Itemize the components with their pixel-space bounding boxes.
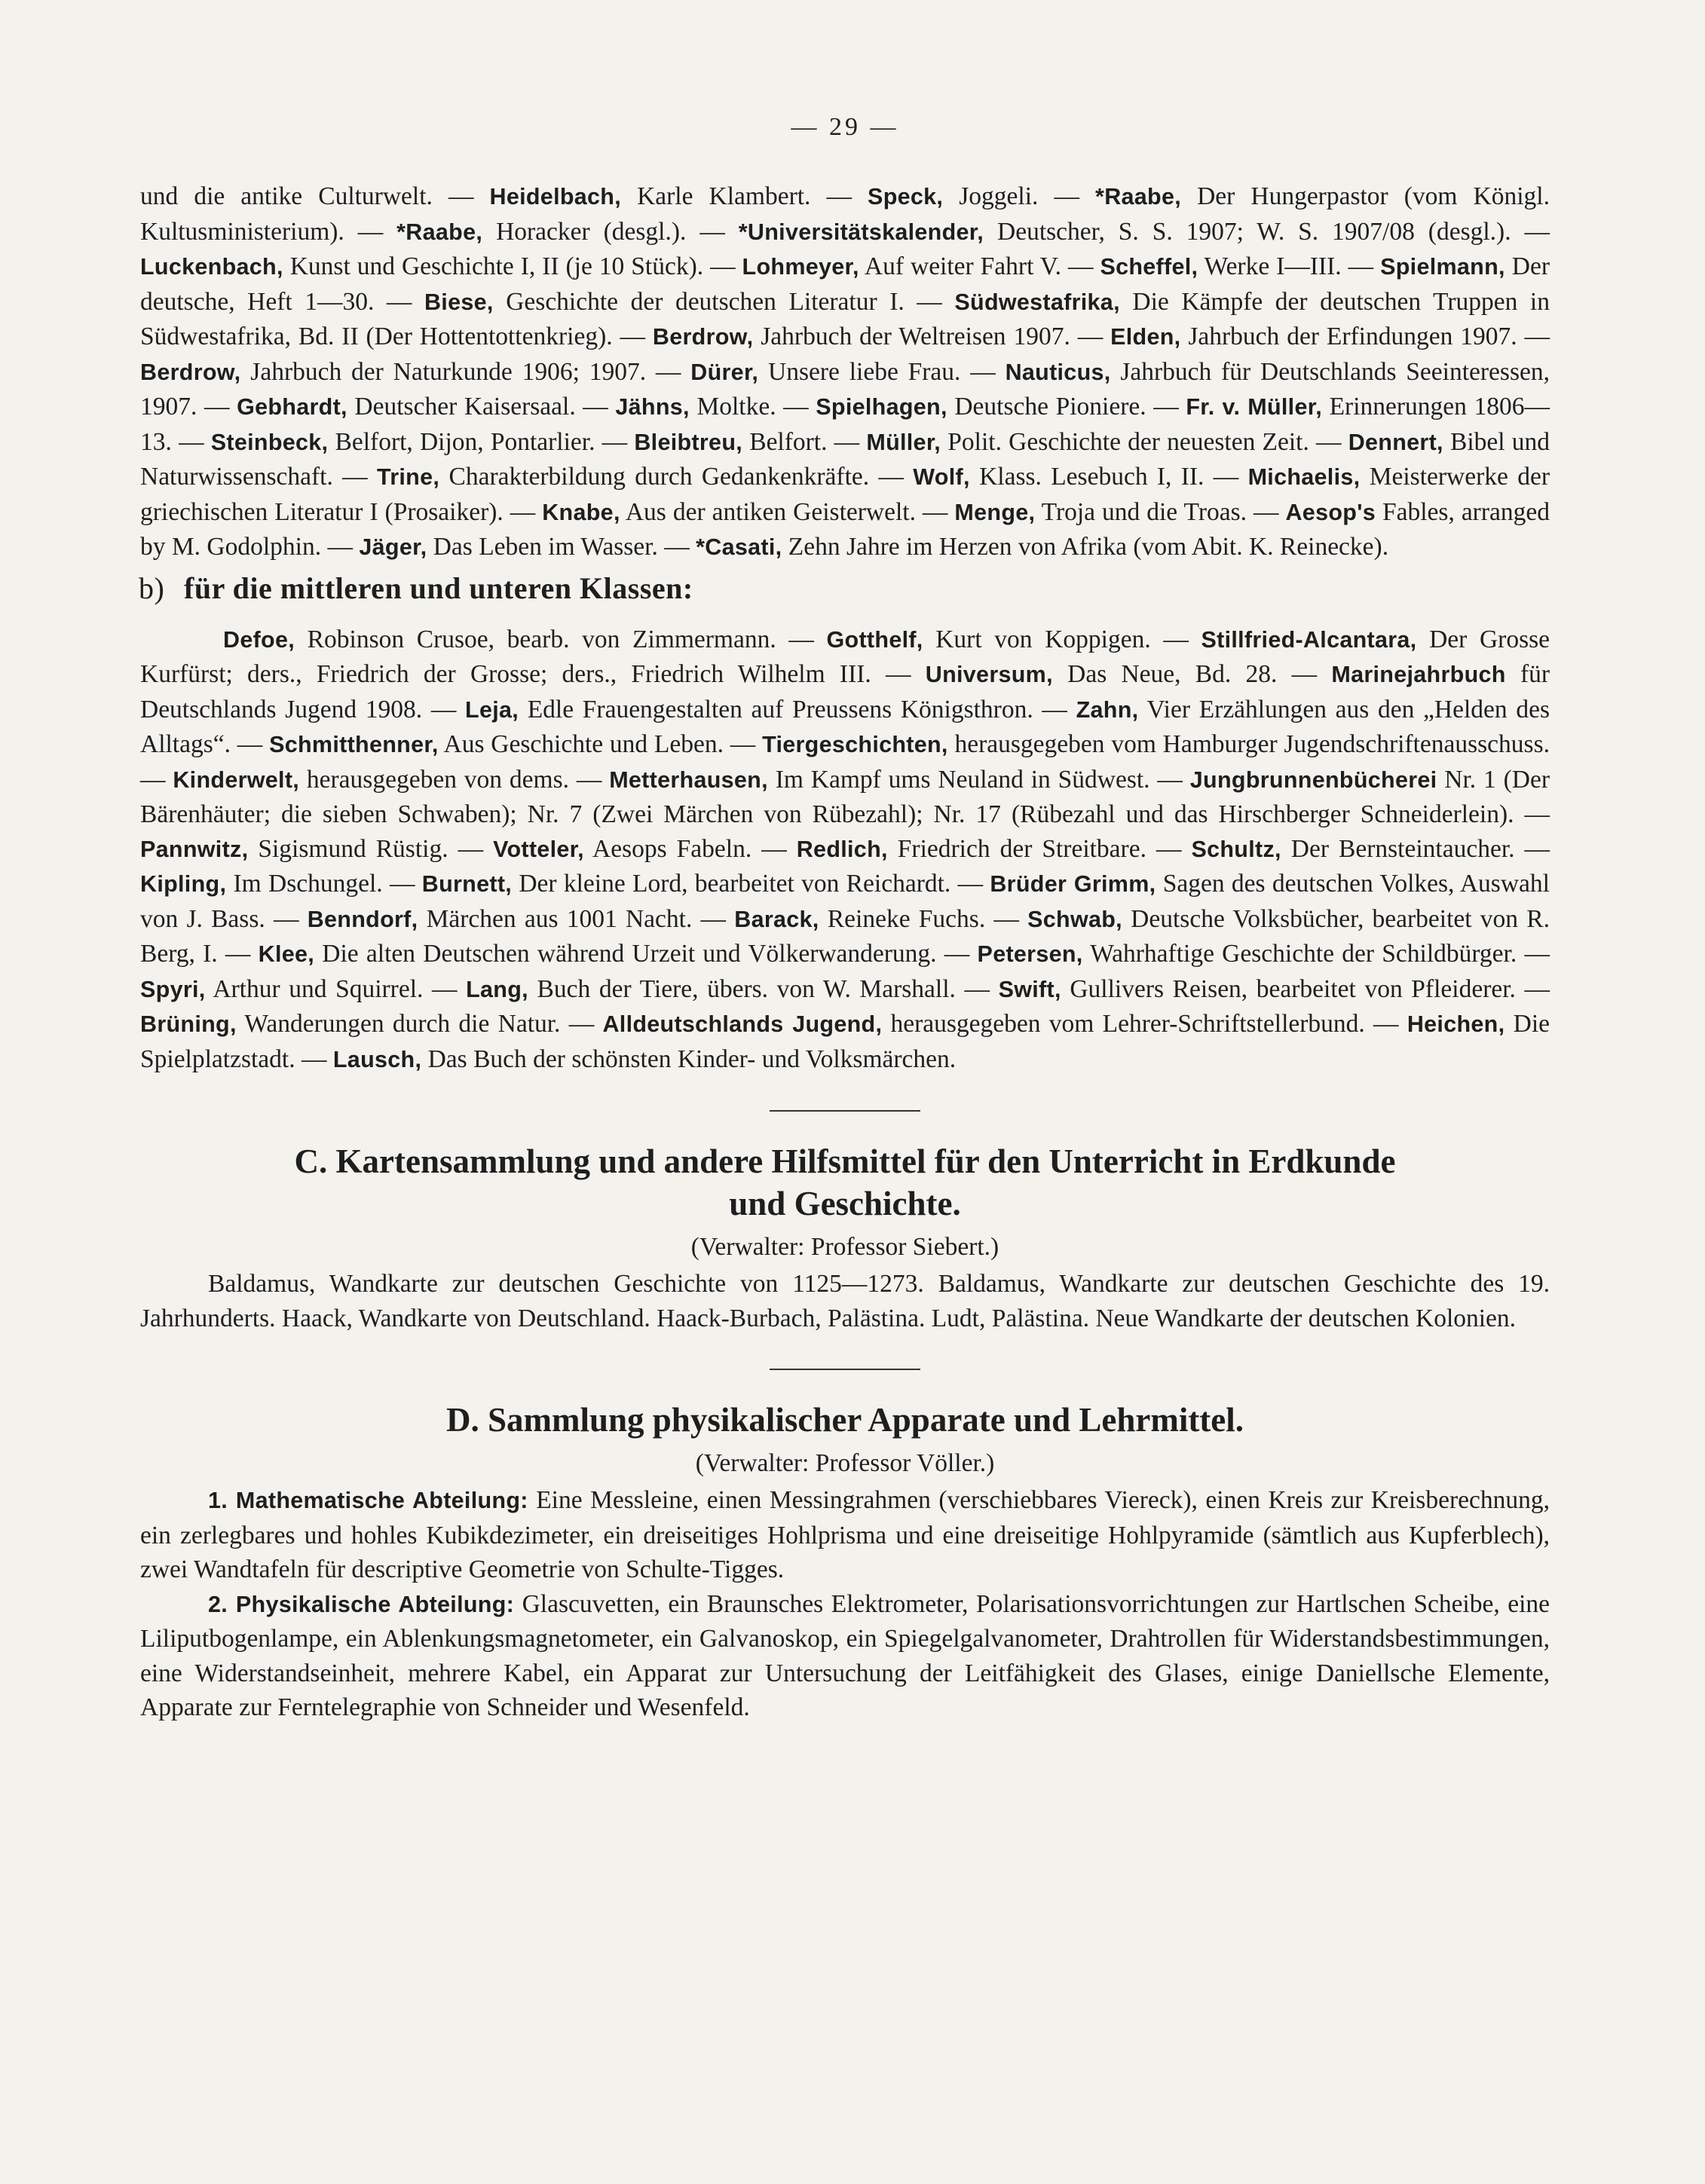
list-b-marker: b) xyxy=(139,570,165,605)
entry-author: Kipling, xyxy=(140,871,227,897)
entry-text: Aus der antiken Geisterwelt. — xyxy=(620,497,955,526)
entry-text: Jahrbuch der Weltreisen 1907. — xyxy=(753,323,1111,350)
entry-author: *Raabe, xyxy=(396,219,483,245)
entry-text: Kunst und Geschichte I, II (je 10 Stück). — xyxy=(283,252,742,280)
item-text: Glascuvetten, ein Braunsches Elektrometer, Polarisationsvorrichtungen zur Hartlschen Scheibe, eine Liliputbogenlampe, ein Ablenkungsmagnetometer, ein Galvanoskop, ein Spiegelgalvanometer, Drahtrollen für Widerstandsbestimmungen, eine Widerstandseinheit, mehrere Kabel, ein Apparat zur Untersuchung der Leitfähigkeit des Glases, einige Daniellsche Elemente, Apparate zur Ferntelegraphie von Schneider und Wesenfeld. xyxy=(140,1589,1550,1721)
entry-text: Geschichte der deutschen Literatur I. — xyxy=(493,287,955,316)
entry-text: herausgegeben von dems. — xyxy=(299,765,610,794)
entry-text: Das Buch der schönsten Kinder- und Volksmärchen. xyxy=(421,1045,957,1073)
item-text: Eine Messleine, einen Messingrahmen (verschiebbares Viereck), einen Kreis zur Kreisberechnung, ein zerlegbares und hohles Kubikdezimeter, ein dreiseitiges Hohlprisma und eine dreiseitige Hohlpyramide (sämtlich aus Kupferblech), zwei Wandtafeln für descriptive Geometrie von Schulte-Tigges. xyxy=(140,1486,1550,1583)
entry-author: Benndorf, xyxy=(307,906,418,932)
entry-author: Pannwitz, xyxy=(140,836,249,862)
entry-text: Der deutsche, Heft 1—30. — xyxy=(140,252,1550,316)
entry-author: Zahn, xyxy=(1076,696,1139,723)
entry-author: Universum, xyxy=(925,662,1053,687)
entry-text: Zehn Jahre im Herzen von Afrika (vom Abit. K. Reinecke). xyxy=(782,533,1389,561)
entry-text: Die Spielplatzstadt. — xyxy=(140,1010,1550,1073)
entry-author: Votteler, xyxy=(493,836,584,862)
entry-text: Im Dschungel. — xyxy=(226,870,422,898)
entry-text: herausgegeben vom Lehrer-Schriftstellerbund. — xyxy=(882,1010,1407,1038)
entry-author: Dennert, xyxy=(1348,429,1443,455)
entry-text: und die antike Culturwelt. — xyxy=(140,182,490,210)
entry-text: Buch der Tiere, übers. von W. Marshall. — xyxy=(528,974,999,1003)
section-c-admin: (Verwalter: Professor Siebert.) xyxy=(690,1233,999,1261)
list-b-heading xyxy=(139,570,1550,607)
entry-author: Tiergeschichten, xyxy=(762,732,948,757)
entry-text: Märchen aus 1001 Nacht. — xyxy=(418,904,735,933)
section-d-item-math xyxy=(140,1483,1550,1587)
entry-author: Dürer, xyxy=(690,359,759,385)
section-d-admin: (Verwalter: Professor Völler.) xyxy=(695,1449,995,1477)
entry-author: Schmitthenner, xyxy=(269,732,439,757)
entry-text: Troja und die Troas. — xyxy=(1035,497,1286,526)
entry-author: Heichen, xyxy=(1407,1011,1505,1037)
entry-author: Biese, xyxy=(424,289,494,315)
section-divider xyxy=(770,1369,920,1370)
entry-author: *Casati, xyxy=(696,534,782,560)
entry-author: Lausch, xyxy=(332,1046,422,1072)
entry-author: Steinbeck, xyxy=(210,429,329,455)
entry-author: Elden, xyxy=(1110,324,1181,350)
entry-text: Aesops Fabeln. — xyxy=(583,834,797,863)
entry-author: Müller, xyxy=(866,429,941,455)
entry-author: Speck, xyxy=(868,184,944,210)
entry-text: Der kleine Lord, bearbeitet von Reichardt. — xyxy=(512,870,990,898)
entry-author: *Raabe, xyxy=(1095,184,1182,210)
entry-text: Edle Frauengestalten auf Preussens Königsthron. — xyxy=(519,695,1076,723)
entry-text: Belfort, Dijon, Pontarlier. — xyxy=(328,427,635,456)
entry-text: Charakterbildung durch Gedankenkräfte. — xyxy=(439,463,914,491)
list-b-paragraph xyxy=(140,622,1550,1078)
entry-author: Scheffel, xyxy=(1100,254,1198,280)
entry-author: Schwab, xyxy=(1027,906,1122,932)
entry-text: Belfort. — xyxy=(742,427,867,456)
entry-author: Berdrow, xyxy=(652,324,754,350)
entry-author: Defoe, xyxy=(223,626,295,653)
entry-author: Stillfried-Alcantara, xyxy=(1201,626,1417,653)
entry-text: Wahrhaftige Geschichte der Schildbürger. — xyxy=(1082,940,1550,968)
item-label: 1. Mathematische Abteilung: xyxy=(208,1488,528,1513)
entry-text: Meisterwerke der griechischen Literatur I (Prosaiker). — xyxy=(140,463,1550,526)
item-label: 2. Physikalische Abteilung: xyxy=(208,1591,515,1617)
entry-author: Südwestafrika, xyxy=(954,289,1120,315)
entry-text: Fables, arranged by M. Godolphin. — xyxy=(140,497,1550,561)
section-divider xyxy=(770,1110,920,1112)
entry-text: Deutscher Kaisersaal. — xyxy=(347,393,616,421)
entry-text: Nr. 1 (Der Bärenhäuter; die sieben Schwaben); Nr. 7 (Zwei Märchen von Rübezahl); Nr. 17 (Rübezahl und das Hirschberger Schneiderlein). — xyxy=(140,765,1550,828)
entry-author: Jäger, xyxy=(359,534,427,560)
section-d-heading: D. Sammlung physikalischer Apparate und Lehrmittel. xyxy=(445,1401,1244,1439)
entry-author: Metterhausen, xyxy=(609,766,768,793)
entry-author: Gotthelf, xyxy=(826,626,923,653)
entry-text: Das Leben im Wasser. — xyxy=(427,533,696,561)
entry-author: Marinejahrbuch xyxy=(1331,662,1506,687)
entry-author: Luckenbach, xyxy=(140,254,283,280)
entry-text: Friedrich der Streitbare. — xyxy=(887,834,1192,863)
entry-text: Sagen des deutschen Volkes, Auswahl von J. Bass. — xyxy=(140,870,1550,933)
entry-author: Wolf, xyxy=(913,464,970,490)
entry-author: Schultz, xyxy=(1191,836,1281,862)
entry-author: Gebhardt, xyxy=(237,394,347,420)
entry-author: Lang, xyxy=(466,976,528,1002)
entry-text: Auf weiter Fahrt V. — xyxy=(859,252,1100,280)
entry-text: Jahrbuch für Deutschlands Seeinteressen, 1907. — xyxy=(140,357,1550,421)
entry-text: Deutscher, S. S. 1907; W. S. 1907/08 (desgl.). — xyxy=(984,217,1550,246)
entry-author: Brüning, xyxy=(140,1011,237,1037)
entry-author: *Universitätskalender, xyxy=(738,219,984,245)
entry-author: Knabe, xyxy=(542,499,620,525)
entry-author: Bleibtreu, xyxy=(634,429,743,455)
entry-text: Der Bernsteintaucher. — xyxy=(1281,834,1550,863)
entry-author: Swift, xyxy=(998,976,1061,1002)
entry-author: Nauticus, xyxy=(1005,359,1111,385)
entry-text: Joggeli. — xyxy=(943,182,1096,210)
entry-author: Jungbrunnenbücherei xyxy=(1189,766,1437,793)
entry-text: Der Hungerpastor (vom Königl. Kultusministerium). — xyxy=(140,182,1550,246)
entry-text: Moltke. — xyxy=(689,393,816,421)
section-c-heading-line1: C. Kartensammlung und andere Hilfsmittel für den Unterricht in Erdkunde xyxy=(294,1142,1396,1180)
list-a-paragraph xyxy=(140,179,1550,565)
entry-author: Klee, xyxy=(258,941,315,967)
entry-text: Werke I—III. — xyxy=(1198,252,1381,280)
entry-text: Kurt von Koppigen. — xyxy=(923,625,1201,653)
entry-author: Brüder Grimm, xyxy=(990,871,1156,897)
section-c-heading xyxy=(140,1140,1550,1225)
entry-text: Gullivers Reisen, bearbeitet von Pfleiderer. — xyxy=(1061,974,1550,1003)
entry-author: Aesop's xyxy=(1285,499,1376,525)
entry-text: Arthur und Squirrel. — xyxy=(205,974,467,1003)
entry-text: Aus Geschichte und Leben. — xyxy=(438,730,763,758)
entry-author: Jähns, xyxy=(615,394,690,420)
entry-author: Leja, xyxy=(465,696,519,723)
entry-author: Kinderwelt, xyxy=(173,766,300,793)
entry-text: Reineke Fuchs. — xyxy=(819,904,1028,933)
entry-text: Unsere liebe Frau. — xyxy=(758,357,1006,386)
entry-text: Erinnerungen 1806—13. — xyxy=(140,393,1550,456)
entry-text: Im Kampf ums Neuland in Südwest. — xyxy=(767,765,1190,794)
entry-author: Trine, xyxy=(376,464,440,490)
entry-author: Spielhagen, xyxy=(816,394,947,420)
entry-text: Das Neue, Bd. 28. — xyxy=(1052,660,1332,688)
list-b-heading-text: für die mittleren und unteren Klassen: xyxy=(184,570,693,605)
entry-text: Jahrbuch der Naturkunde 1906; 1907. — xyxy=(240,357,691,386)
section-d-item-physics xyxy=(140,1587,1550,1725)
entry-text: Vier Erzählungen aus den „Helden des Alltags“. — xyxy=(140,695,1550,758)
entry-author: Michaelis, xyxy=(1247,464,1361,490)
entry-author: Burnett, xyxy=(421,871,513,897)
entry-author: Fr. v. Müller, xyxy=(1186,394,1322,420)
entry-text: Der Grosse Kurfürst; ders., Friedrich der Grosse; ders., Friedrich Wilhelm III. — xyxy=(140,625,1550,688)
entry-author: Alldeutschlands Jugend, xyxy=(602,1011,883,1037)
entry-author: Barack, xyxy=(734,906,819,932)
entry-author: Heidelbach, xyxy=(489,184,622,210)
entry-author: Berdrow, xyxy=(140,359,241,385)
entry-author: Spielmann, xyxy=(1380,254,1505,280)
entry-text: Die alten Deutschen während Urzeit und Völkerwanderung. — xyxy=(314,940,978,968)
entry-text: Deutsche Pioniere. — xyxy=(947,393,1186,421)
entry-text: Polit. Geschichte der neuesten Zeit. — xyxy=(941,427,1348,456)
entry-author: Spyri, xyxy=(140,976,206,1002)
entry-author: Menge, xyxy=(954,499,1036,525)
section-c-body: Baldamus, Wandkarte zur deutschen Geschichte von 1125—1273. Baldamus, Wandkarte zur deutschen Geschichte des 19. Jahrhunderts. Haack, Wandkarte von Deutschland. Haack-Burbach, Palästina. Ludt, Palästina. Neue Wandkarte der deutschen Kolonien. xyxy=(140,1270,1550,1332)
entry-author: Petersen, xyxy=(977,941,1083,967)
entry-author: Lohmeyer, xyxy=(742,254,859,280)
entry-text: herausgegeben vom Hamburger Jugendschriftenausschuss. — xyxy=(140,730,1550,794)
entry-text: Jahrbuch der Erfindungen 1907. — xyxy=(1180,323,1550,350)
entry-text: Klass. Lesebuch I, II. — xyxy=(969,463,1248,491)
entry-text: Bibel und Naturwissenschaft. — xyxy=(140,427,1550,491)
entry-text: Robinson Crusoe, bearb. von Zimmermann. — xyxy=(295,625,827,653)
entry-author: Redlich, xyxy=(796,836,888,862)
entry-text: Wanderungen durch die Natur. — xyxy=(236,1010,603,1038)
section-c-heading-line2: und Geschichte. xyxy=(729,1185,961,1222)
entry-text: für Deutschlands Jugend 1908. — xyxy=(140,660,1550,723)
entry-text: Sigismund Rüstig. — xyxy=(248,834,494,863)
entry-text: Karle Klambert. — xyxy=(621,182,868,210)
entry-text: Die Kämpfe der deutschen Truppen in Südwestafrika, Bd. II (Der Hottentottenkrieg). — xyxy=(140,287,1550,350)
page-number: — 29 — xyxy=(791,113,899,141)
entry-text: Deutsche Volksbücher, bearbeitet von R. Berg, I. — xyxy=(140,904,1550,968)
entry-text: Horacker (desgl.). — xyxy=(482,217,739,246)
